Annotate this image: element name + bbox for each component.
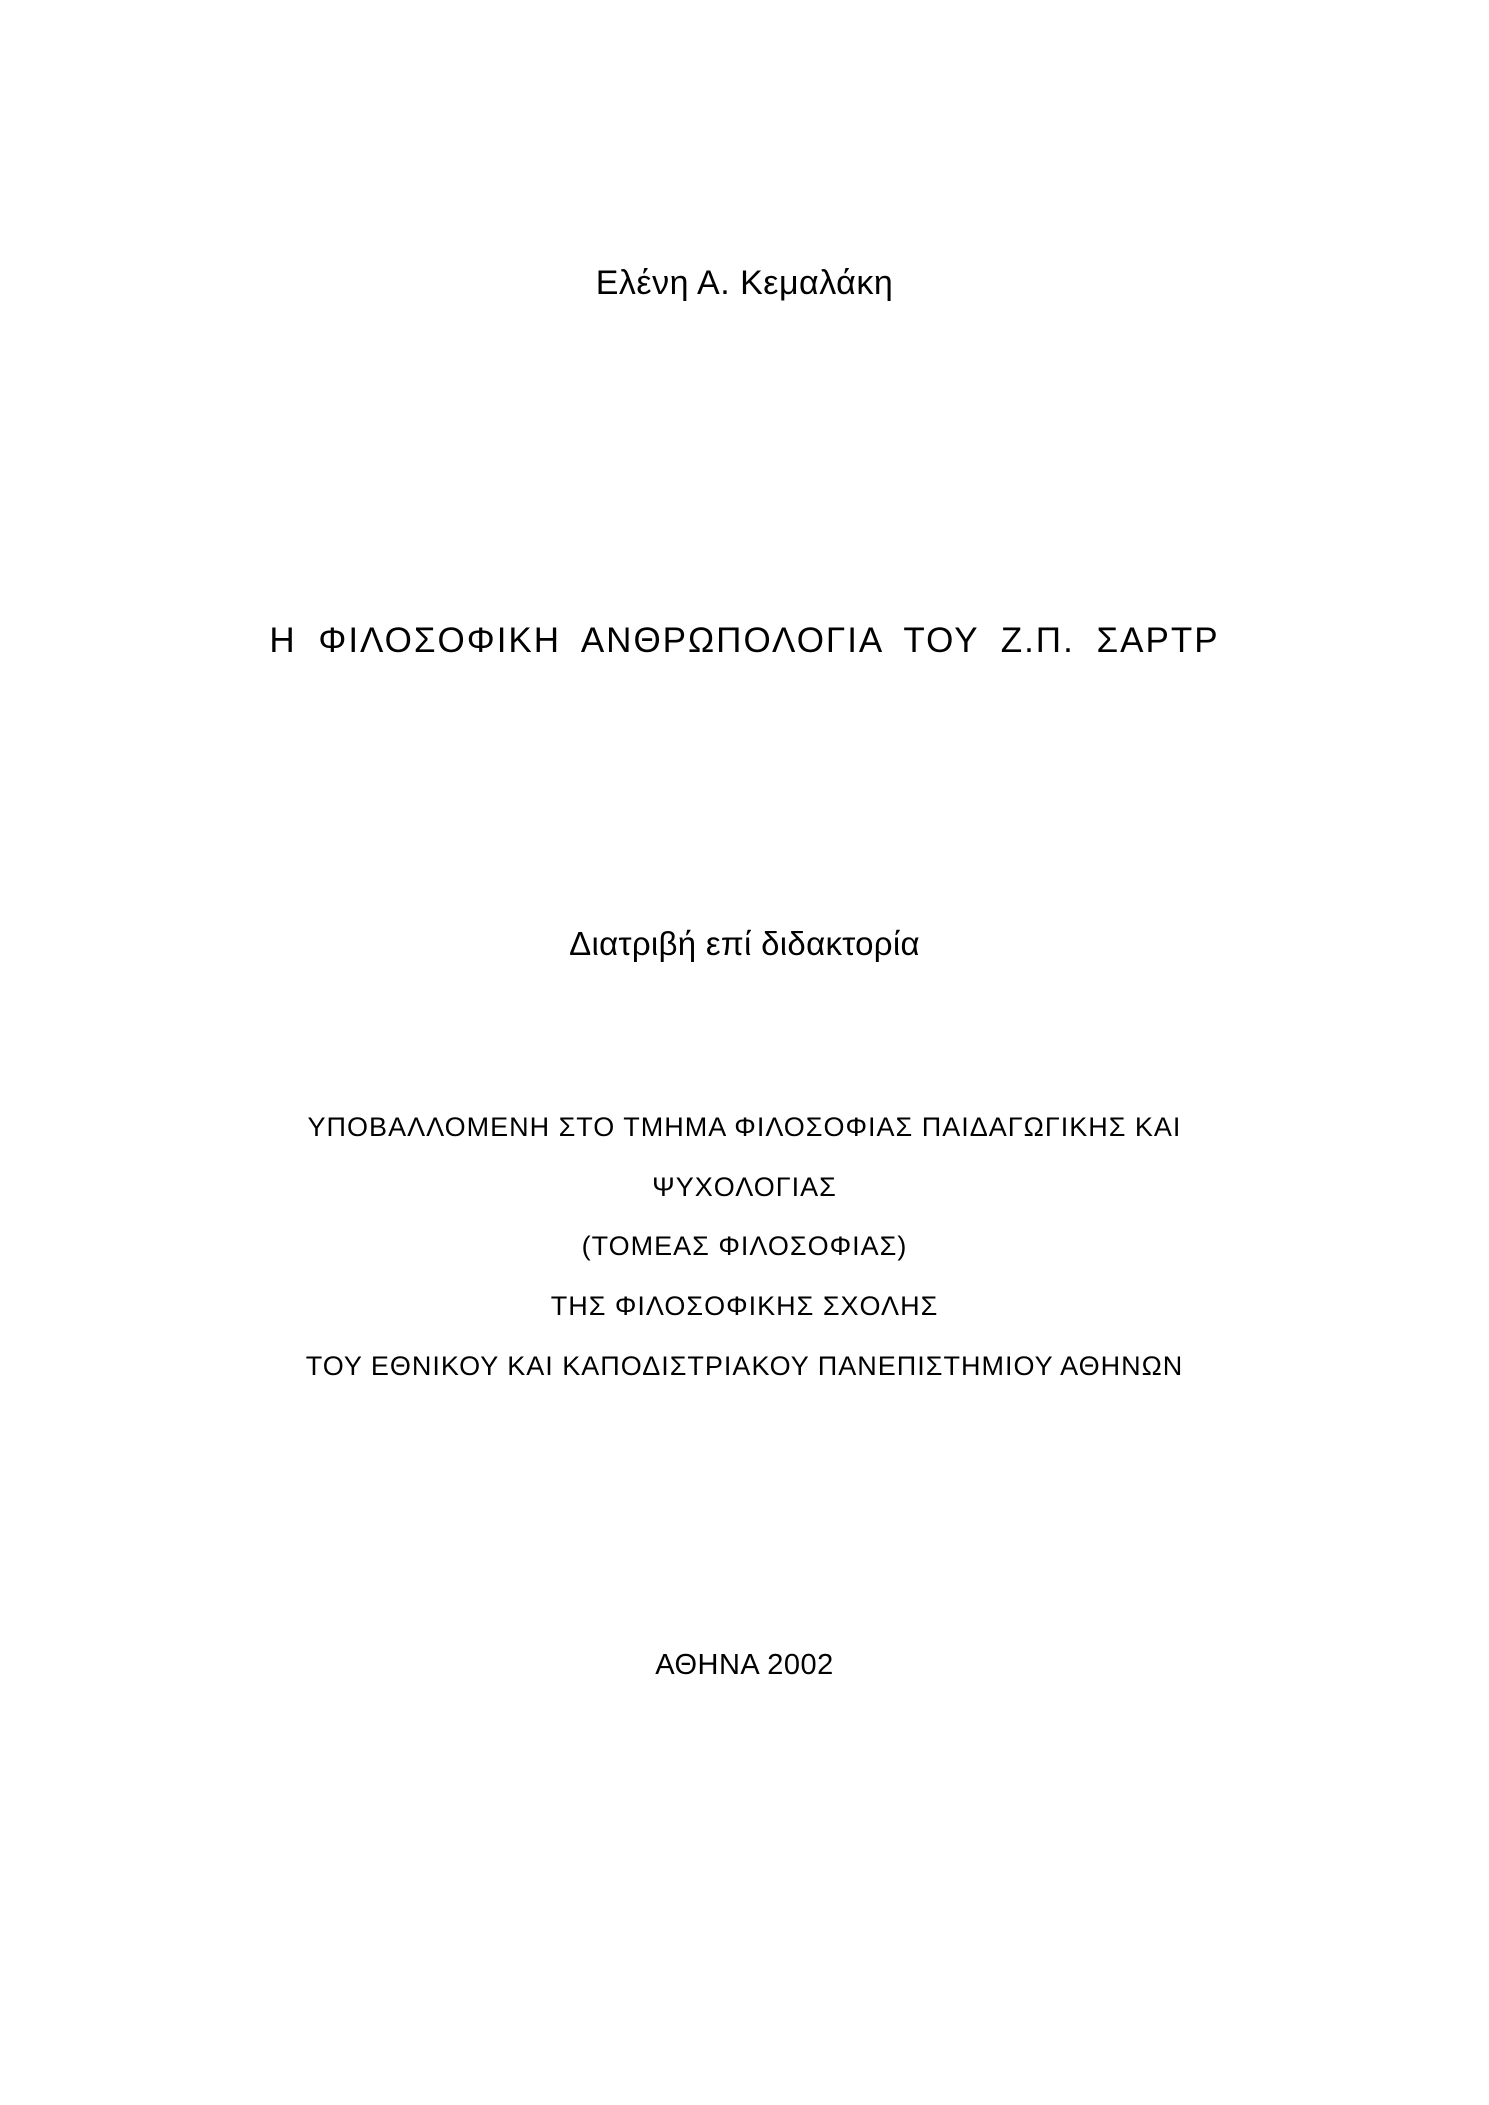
institution-line-5: ΤΟΥ ΕΘΝΙΚΟΥ ΚΑΙ ΚΑΠΟΔΙΣΤΡΙΑΚΟΥ ΠΑΝΕΠΙΣΤΗΜΙΟΥ ΑΘΗΝΩΝ [305, 1351, 1184, 1381]
institution-line-2: ΨΥΧΟΛΟΓΙΑΣ [652, 1172, 837, 1202]
institution-line-3: (ΤΟΜΕΑΣ ΦΙΛΟΣΟΦΙΑΣ) [581, 1231, 908, 1261]
thesis-title: Η ΦΙΛΟΣΟΦΙΚΗ ΑΝΘΡΩΠΟΛΟΓΙΑ ΤΟΥ Ζ.Π. ΣΑΡΤΡ [269, 621, 1220, 660]
author-name: Ελένη Α. Κεμαλάκη [595, 264, 894, 302]
thesis-type: Διατριβή επί διδακτορία [569, 925, 920, 962]
place-and-year: ΑΘΗΝΑ 2002 [655, 1649, 834, 1681]
institution-line-1: ΥΠΟΒΑΛΛΟΜΕΝΗ ΣΤΟ ΤΜΗΜΑ ΦΙΛΟΣΟΦΙΑΣ ΠΑΙΔΑΓΩΓΙΚΗΣ ΚΑΙ [307, 1112, 1182, 1142]
institution-line-4: ΤΗΣ ΦΙΛΟΣΟΦΙΚΗΣ ΣΧΟΛΗΣ [550, 1291, 939, 1321]
